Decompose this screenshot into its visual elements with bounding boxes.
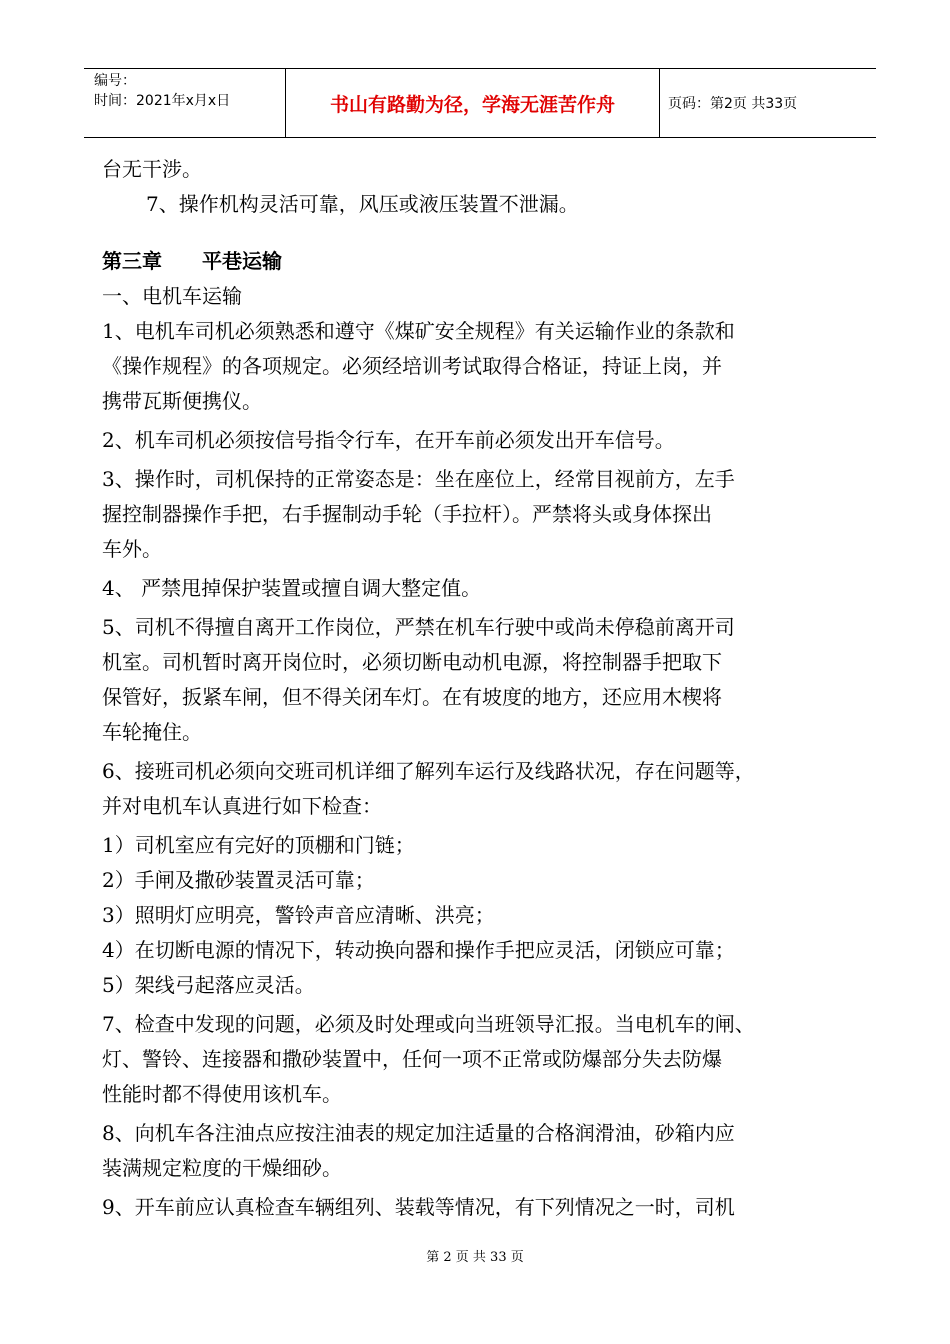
serial-number-label: 编号： <box>94 73 136 89</box>
text-line: 携带瓦斯便携仪。 <box>102 389 262 413</box>
text-line: 2、机车司机必须按信号指令行车，在开车前必须发出开车信号。 <box>102 428 675 452</box>
paragraph-9 <box>102 1190 872 1225</box>
text-line: 车外。 <box>102 537 162 561</box>
chapter-heading <box>102 244 872 279</box>
text-line: 8、向机车各注油点应按注油表的规定加注适量的合格润滑油，砂箱内应 <box>102 1121 735 1145</box>
text-line: 《操作规程》的各项规定。必须经培训考试取得合格证，持证上岗，并 <box>102 354 722 378</box>
check-item-1: 1）司机室应有完好的顶棚和门链； <box>102 833 415 857</box>
paragraph-8 <box>102 1116 872 1186</box>
paragraph-7 <box>102 1007 872 1112</box>
paragraph-4 <box>102 571 872 606</box>
header-meta-cell <box>84 69 286 137</box>
text-line: 握控制器操作手把，右手握制动手轮（手拉杆）。严禁将头或身体探出 <box>102 502 712 526</box>
document-body <box>102 152 872 1229</box>
text-line: 7、操作机构灵活可靠，风压或液压装置不泄漏。 <box>146 192 579 216</box>
header-page-info: 页码：第2页 共33页 <box>668 96 798 112</box>
text-line: 1、电机车司机必须熟悉和遵守《煤矿安全规程》有关运输作业的条款和 <box>102 319 735 343</box>
check-item-2: 2）手闸及撒砂装置灵活可靠； <box>102 868 375 892</box>
text-line: 并对电机车认真进行如下检查： <box>102 794 382 818</box>
text-line: 9、开车前应认真检查车辆组列、装载等情况，有下列情况之一时，司机 <box>102 1195 735 1219</box>
check-item-5: 5）架线弓起落应灵活。 <box>102 973 315 997</box>
header-motto: 书山有路勤为径，学海无涯苦作舟 <box>286 69 660 137</box>
time-label: 时间：2021年x月x日 <box>94 93 231 109</box>
paragraph-1 <box>102 314 872 419</box>
text-line: 保管好，扳紧车闸，但不得关闭车灯。在有坡度的地方，还应用木楔将 <box>102 685 722 709</box>
section-heading: 一、电机车运输 <box>102 284 242 308</box>
text-line: 机室。司机暂时离开岗位时，必须切断电动机电源，将控制器手把取下 <box>102 650 722 674</box>
paragraph-5 <box>102 610 872 750</box>
check-item-4: 4）在切断电源的情况下，转动换向器和操作手把应灵活，闭锁应可靠； <box>102 938 735 962</box>
text-line: 车轮掩住。 <box>102 720 202 744</box>
text-line: 7、检查中发现的问题，必须及时处理或向当班领导汇报。当电机车的闸、 <box>102 1012 755 1036</box>
text-line: 6、接班司机必须向交班司机详细了解列车运行及线路状况，存在问题等， <box>102 759 755 783</box>
text-line: 性能时都不得使用该机车。 <box>102 1082 342 1106</box>
check-item-3: 3）照明灯应明亮，警铃声音应清晰、洪亮； <box>102 903 495 927</box>
text-line: 台无干涉。 <box>102 157 202 181</box>
text-line: 装满规定粒度的干燥细砂。 <box>102 1156 342 1180</box>
page-header <box>84 68 876 138</box>
text-line: 5、司机不得擅自离开工作岗位，严禁在机车行驶中或尚未停稳前离开司 <box>102 615 735 639</box>
paragraph-6 <box>102 754 872 824</box>
text-line: 4、 严禁甩掉保护装置或擅自调大整定值。 <box>102 576 482 600</box>
paragraph-3 <box>102 462 872 567</box>
chapter-title: 平巷运输 <box>202 249 282 273</box>
page-footer: 第 2 页 共 33 页 <box>426 1250 524 1265</box>
chapter-number: 第三章 <box>102 249 162 273</box>
paragraph-2 <box>102 423 872 458</box>
text-line: 3、操作时，司机保持的正常姿态是：坐在座位上，经常目视前方，左手 <box>102 467 735 491</box>
text-line: 灯、警铃、连接器和撒砂装置中，任何一项不正常或防爆部分失去防爆 <box>102 1047 722 1071</box>
